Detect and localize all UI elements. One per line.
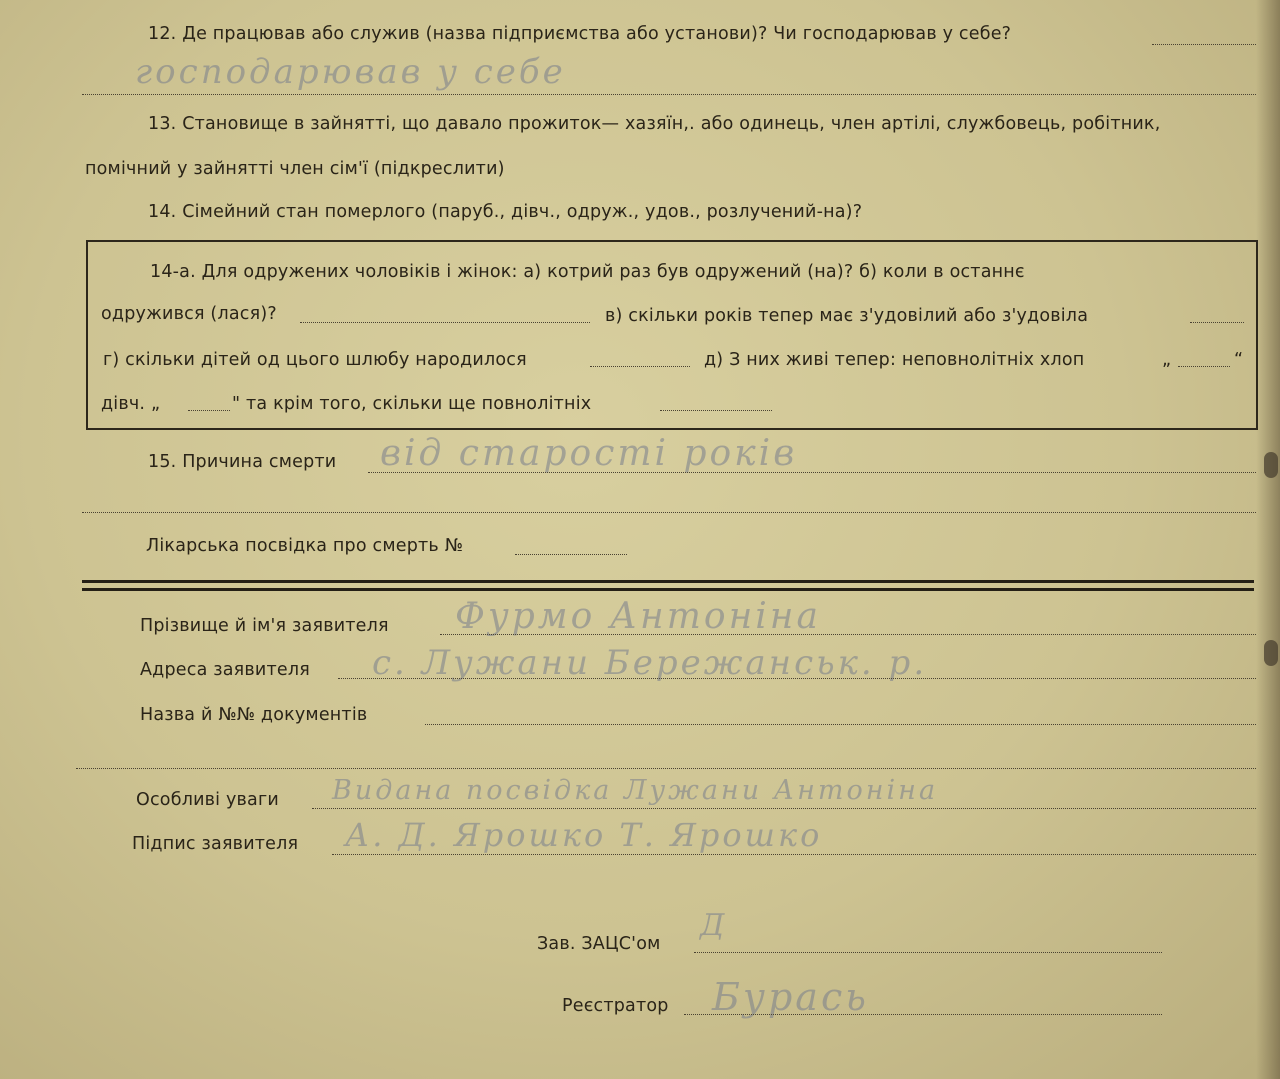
signature-line: [694, 952, 1162, 953]
applicant-signature-value: А. Д. Ярошко Т. Ярошко: [345, 816, 823, 854]
answer-line: [188, 410, 230, 411]
applicant-notes-value: Видана посвідка Лужани Антоніна: [332, 775, 939, 806]
question-14a-line2b: в) скільки років тепер має з'удовілий або з'удовіла: [605, 306, 1089, 326]
applicant-name-value: Фурмо Антоніна: [455, 596, 821, 637]
answer-line: [515, 554, 627, 555]
answer-line: [1178, 366, 1230, 367]
answer-line: [425, 724, 1256, 725]
question-14a-line3b: д) З них живі тепер: неповнолітніх хлоп: [704, 350, 1085, 370]
answer-line: [590, 366, 690, 367]
quote-close: “: [1234, 350, 1244, 370]
registrar-label: Реєстратор: [562, 996, 669, 1016]
applicant-address-label: Адреса заявителя: [140, 660, 310, 680]
question-12-answer: господарював у себе: [135, 52, 566, 92]
registrar-signature: Бурась: [712, 975, 869, 1019]
question-14a-line3a: г) скільки дітей од цього шлюбу народилося: [103, 350, 527, 370]
question-15-answer: від старості років: [380, 433, 798, 474]
question-15-label: 15. Причина смерти: [148, 452, 337, 472]
applicant-documents-label: Назва й №№ документів: [140, 705, 368, 725]
applicant-address-value: с. Лужани Бережанськ. р.: [372, 643, 928, 683]
answer-line: [1190, 322, 1244, 323]
answer-line: [368, 472, 1256, 473]
zags-head-signature: Д: [700, 908, 728, 943]
answer-line: [300, 322, 590, 323]
answer-line: [338, 678, 1256, 679]
section-divider: [82, 588, 1254, 591]
answer-line: [1152, 44, 1256, 45]
answer-line: [82, 94, 1256, 95]
applicant-notes-label: Особливі уваги: [136, 790, 279, 810]
page-edge-shadow: [1256, 0, 1280, 1079]
zags-head-label: Зав. ЗАЦС'ом: [537, 934, 661, 954]
question-13-line1: 13. Становище в зайнятті, що давало прожиток— хазяїн,. або одинець, член артілі, службовець, робітник,: [148, 114, 1161, 134]
binding-hole: [1264, 640, 1278, 666]
applicant-name-label: Прізвище й ім'я заявителя: [140, 616, 389, 636]
medical-certificate-label: Лікарська посвідка про смерть №: [146, 536, 464, 556]
question-14a-line4b: " та крім того, скільки ще повнолітніх: [232, 394, 592, 414]
answer-line: [660, 410, 772, 411]
question-14a-line4a: дівч. „: [101, 394, 161, 414]
signature-line: [684, 1014, 1162, 1015]
answer-line: [332, 854, 1256, 855]
answer-line: [312, 808, 1256, 809]
question-14a-line2a: одружився (лася)?: [101, 304, 277, 324]
answer-line: [82, 512, 1256, 513]
question-12-label: 12. Де працював або служив (назва підприємства або установи)? Чи господарював у себе?: [148, 24, 1012, 44]
answer-line: [440, 634, 1256, 635]
question-13-line2: помічний у зайнятті член сім'ї (підкреслити): [85, 159, 505, 179]
question-14a-line1: 14-а. Для одружених чоловіків і жінок: а) котрий раз був одружений (на)? б) коли в останнє: [150, 262, 1025, 282]
answer-line: [76, 768, 1256, 769]
section-divider: [82, 580, 1254, 583]
binding-hole: [1264, 452, 1278, 478]
question-14-label: 14. Сімейний стан померлого (паруб., дівч., одруж., удов., розлучений-на)?: [148, 202, 863, 222]
quote-open: „: [1162, 350, 1172, 370]
applicant-signature-label: Підпис заявителя: [132, 834, 299, 854]
